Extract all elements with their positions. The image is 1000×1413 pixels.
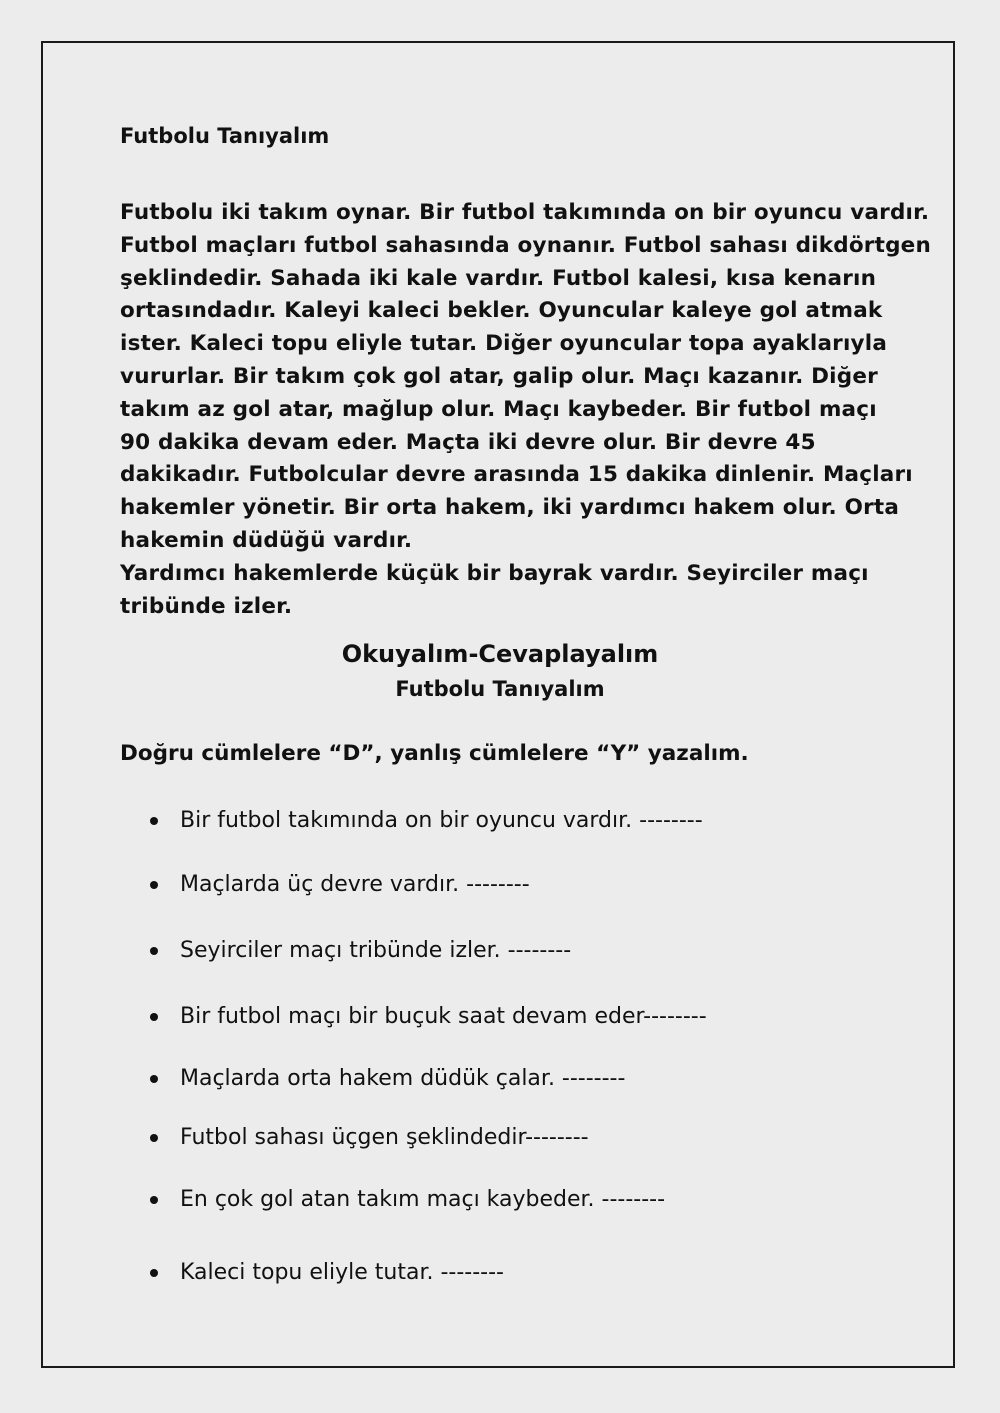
passage-line: takım az gol atar, mağlup olur. Maçı kaybeder. Bir futbol maçı <box>120 396 877 422</box>
question-item <box>150 808 703 833</box>
question-item <box>150 1187 665 1212</box>
passage-line: Futbolu iki takım oynar. Bir futbol takımında on bir oyuncu vardır. <box>120 200 930 225</box>
question-text: En çok gol atan takım maçı kaybeder. -------- <box>180 1187 666 1212</box>
bullet-icon <box>150 1075 158 1083</box>
question-item <box>150 1004 707 1029</box>
exercise-instruction: Doğru cümlelere “D”, yanlış cümlelere “Y” yazalım. <box>120 741 749 766</box>
passage-line: vururlar. Bir takım çok gol atar, galip olur. Maçı kazanır. Diğer <box>120 363 878 389</box>
question-text: Futbol sahası üçgen şeklindedir-------- <box>180 1125 589 1150</box>
passage-line: hakemin düdüğü vardır. <box>120 527 413 553</box>
passage-line: Yardımcı hakemlerde küçük bir bayrak vardır. Seyirciler maçı <box>120 560 869 586</box>
passage-line: ortasındadır. Kaleyi kaleci bekler. Oyuncular kaleye gol atmak <box>120 298 883 324</box>
question-item <box>150 1125 589 1150</box>
question-text: Bir futbol takımında on bir oyuncu vardır. -------- <box>180 808 703 833</box>
bullet-icon <box>150 817 158 825</box>
bullet-icon <box>150 1134 158 1142</box>
bullet-icon <box>150 1013 158 1021</box>
passage-line: şeklindedir. Sahada iki kale vardır. Futbol kalesi, kısa kenarın <box>120 265 877 291</box>
question-text: Seyirciler maçı tribünde izler. -------- <box>180 938 572 963</box>
bullet-icon <box>150 1196 158 1204</box>
question-item <box>150 938 571 963</box>
passage-line: dakikadır. Futbolcular devre arasında 15 dakika dinlenir. Maçları <box>120 462 913 488</box>
question-item <box>150 872 530 897</box>
bullet-icon <box>150 881 158 889</box>
passage-line: Futbol maçları futbol sahasında oynanır. Futbol sahası dikdörtgen <box>120 232 931 258</box>
document-title: Futbolu Tanıyalım <box>120 124 330 148</box>
exercise-subheading: Futbolu Tanıyalım <box>395 677 605 701</box>
question-text: Maçlarda orta hakem düdük çalar. -------- <box>180 1066 626 1091</box>
reading-passage <box>120 197 931 623</box>
bullet-icon <box>150 1269 158 1277</box>
exercise-heading: Okuyalım-Cevaplayalım <box>341 640 659 668</box>
question-text: Kaleci topu eliyle tutar. -------- <box>180 1260 504 1285</box>
question-text: Bir futbol maçı bir buçuk saat devam eder-------- <box>180 1004 707 1029</box>
bullet-icon <box>150 947 158 955</box>
passage-line: hakemler yönetir. Bir orta hakem, iki yardımcı hakem olur. Orta <box>120 495 900 521</box>
question-item <box>150 1260 504 1285</box>
passage-line: ister. Kaleci topu eliyle tutar. Diğer oyuncular topa ayaklarıyla <box>120 331 888 357</box>
question-text: Maçlarda üç devre vardır. -------- <box>180 872 530 897</box>
passage-line: tribünde izler. <box>120 593 293 619</box>
passage-line: 90 dakika devam eder. Maçta iki devre olur. Bir devre 45 <box>120 429 816 455</box>
question-item <box>150 1066 625 1091</box>
